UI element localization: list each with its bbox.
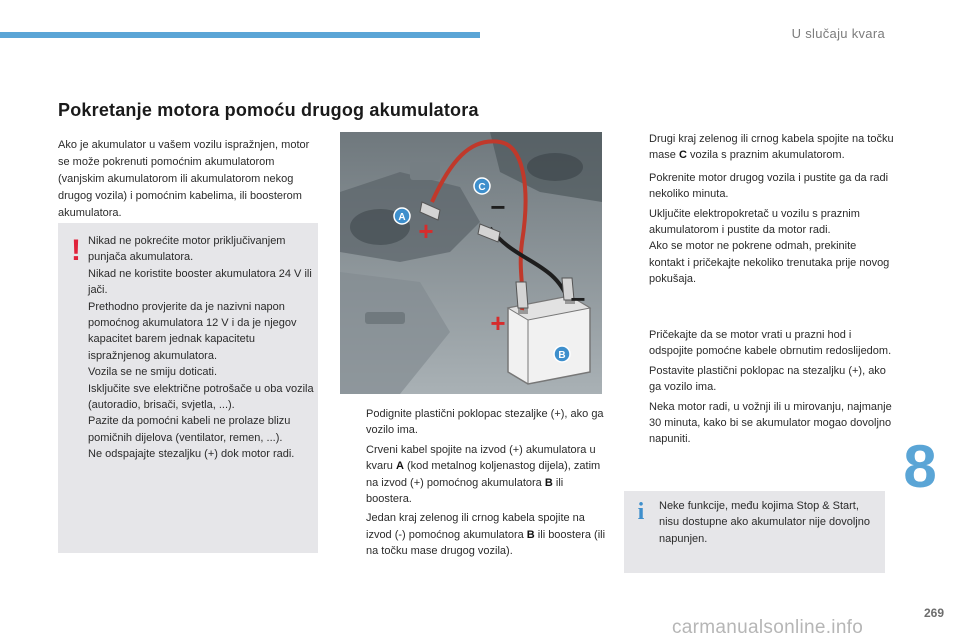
list-item: Pričekajte da se motor vrati u prazni hod i odspojite pomoćne kabele obrnutim redoslijedom. bbox=[649, 329, 892, 358]
warning-text bbox=[88, 233, 314, 463]
marker-b bbox=[554, 346, 570, 362]
info-icon: i bbox=[637, 499, 645, 525]
plus-sign-battery: + bbox=[490, 308, 506, 338]
jump-start-illustration bbox=[340, 132, 602, 394]
marker-a bbox=[394, 208, 410, 224]
list-item: Neka motor radi, u vožnji ili u mirovanju, najmanje 30 minuta, kako bi se akumulator mogao dovoljno napuniti. bbox=[649, 400, 892, 446]
warning-line: Pazite da pomoćni kabeli ne prolaze blizu pomičnih dijelova (ventilator, remen, ...). bbox=[88, 415, 291, 444]
warning-line: Nikad ne pokrećite motor priključivanjem punjača akumulatora. bbox=[88, 235, 286, 264]
svg-text:A: A bbox=[398, 212, 406, 223]
jump-start-diagram bbox=[340, 132, 602, 394]
intro-paragraph: Ako je akumulator u vašem vozilu ispražnjen, motor se može pokrenuti pomoćnim akumulatorom (vanjskim akumulatorom ili akumulatorom nekog drugog vozila) i pomoćnim kabelima, ili boosterom akumulatora. bbox=[58, 139, 310, 219]
minus-sign-battery: − bbox=[570, 284, 586, 314]
marker-c bbox=[474, 178, 490, 194]
warning-line: Nikad ne koristite booster akumulatora 24 V ili jači. bbox=[88, 267, 312, 297]
info-text: Neke funkcije, među kojima Stop & Start, nisu dostupne ako akumulator nije dovoljno napunjen. bbox=[659, 500, 870, 545]
warning-line: Ne odspajajte stezaljku (+) dok motor radi. bbox=[88, 448, 295, 461]
right-step-list-bottom bbox=[624, 327, 894, 451]
header-accent-bar bbox=[0, 32, 480, 38]
info-box bbox=[624, 491, 885, 573]
warning-line: Prethodno provjerite da je nazivni napon pomoćnog akumulatora 12 V i da je njegov kapacitet barem jednak kapacitetu ispražnjenog akumulatora. bbox=[88, 300, 297, 362]
right-step-list-top bbox=[624, 131, 894, 291]
warning-exclamation-icon: ! bbox=[71, 234, 81, 267]
list-item: Crveni kabel spojite na izvod (+) akumulatora u kvaru A (kod metalnog koljenastog dijela), zatim na izvod (+) pomoćnog akumulatora B ili boostera. bbox=[366, 443, 601, 506]
list-item: Drugi kraj zelenog ili crnog kabela spojite na točku mase C vozila s praznim akumulatorom. bbox=[649, 133, 894, 162]
list-item: Uključite elektropokretač u vozilu s praznim akumulatorom i pustite da motor radi. Ako se motor ne pokrene odmah, prekinite kontakt i pričekajte nekoliko trenutaka prije novog pokušaja. bbox=[649, 207, 890, 286]
list-item: Postavite plastični poklopac na stezaljku (+), ako ga vozilo ima. bbox=[649, 364, 886, 394]
page-title: Pokretanje motora pomoću drugog akumulatora bbox=[58, 100, 479, 120]
svg-text:B: B bbox=[558, 350, 566, 361]
list-item: Podignite plastični poklopac stezaljke (+), ako ga vozilo ima. bbox=[366, 408, 604, 437]
plus-sign-engine: + bbox=[418, 216, 434, 246]
watermark: carmanualsonline.info bbox=[672, 617, 864, 638]
list-item: Jedan kraj zelenog ili crnog kabela spojite na izvod (-) pomoćnog akumulatora B ili boostera (ili na točku mase drugog vozila). bbox=[366, 512, 606, 558]
minus-sign-engine: − bbox=[490, 192, 506, 222]
warning-box bbox=[58, 223, 318, 553]
section-title: U slučaju kvara bbox=[791, 26, 885, 41]
page-number: 269 bbox=[923, 606, 944, 620]
chapter-number: 8 bbox=[903, 433, 937, 500]
warning-line: Isključite sve električne potrošače u oba vozila (autoradio, brisači, svjetla, ...). bbox=[88, 382, 314, 412]
svg-text:C: C bbox=[478, 182, 486, 193]
middle-step-list bbox=[341, 406, 611, 563]
warning-line: Vozila se ne smiju doticati. bbox=[88, 366, 218, 379]
list-item: Pokrenite motor drugog vozila i pustite ga da radi nekoliko minuta. bbox=[649, 171, 889, 201]
